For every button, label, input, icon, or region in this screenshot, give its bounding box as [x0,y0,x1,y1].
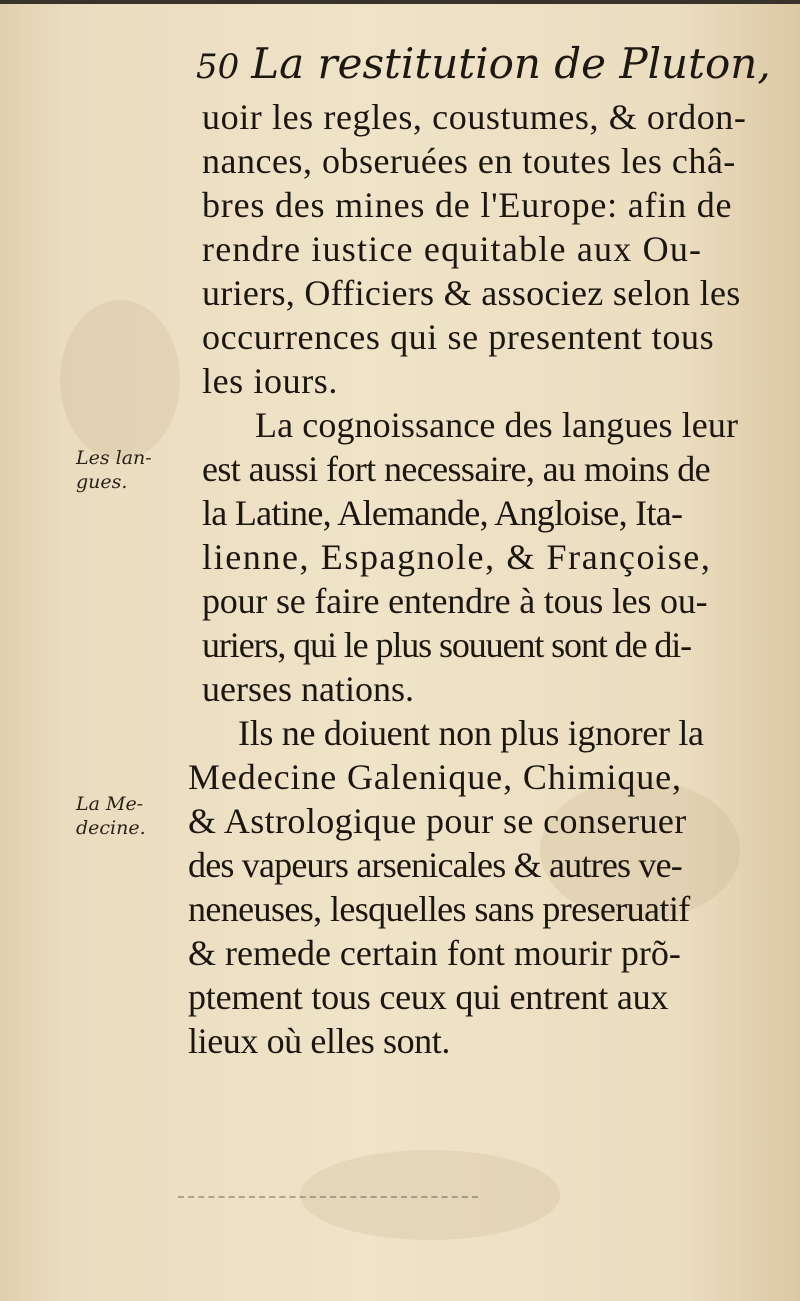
text-line: La cognoissance des langues leur [255,405,739,445]
text-line: ptement tous ceux qui entrent aux [188,977,669,1017]
text-line: uriers, Officiers & associez selon les [202,273,741,313]
text-line: & remede certain font mourir prõ- [188,933,681,973]
text-line: nances, obseruées en toutes les châ- [202,141,736,181]
end-rule [178,1196,478,1198]
text-line: lienne, Espagnole, & Françoise, [202,537,712,577]
running-title: La restitution de Pluton, [251,39,771,88]
text-line: neneuses, lesquelles sans preseruatif [188,889,690,929]
page-number: 50 [196,47,240,87]
page-top-edge [0,0,800,4]
text-line: Medecine Galenique, Chimique, [188,757,682,797]
text-line: pour se faire entendre à tous les ou- [202,581,708,621]
page-header [196,38,771,93]
paper-stain [300,1150,560,1240]
text-line: Ils ne doiuent non plus ignorer la [238,713,704,753]
paper-stain [60,300,180,460]
text-line: uerses nations. [202,669,414,709]
margin-note-line: gues. [76,471,128,493]
text-line: bres des mines de l'Europe: afin de [202,185,733,225]
margin-note-medecine [76,792,146,840]
text-line: les iours. [202,361,338,401]
text-line: uriers, qui le plus souuent sont de di- [202,625,692,665]
text-line: uoir les regles, coustumes, & ordon- [202,97,747,137]
text-line: la Latine, Alemande, Angloise, Ita- [202,493,683,533]
text-line: & Astrologique pour se conseruer [188,801,687,841]
text-line: rendre iustice equitable aux Ou- [202,229,703,269]
margin-note-line: La Me- [76,793,144,815]
text-line: occurrences qui se presentent tous [202,317,715,357]
text-line: des vapeurs arsenicales & autres ve- [188,845,682,885]
text-line: lieux où elles sont. [188,1021,450,1061]
text-line: est aussi fort necessaire, au moins de [202,449,711,489]
margin-note-langues [76,446,152,494]
margin-note-line: Les lan- [76,447,152,469]
margin-note-line: decine. [76,817,146,839]
